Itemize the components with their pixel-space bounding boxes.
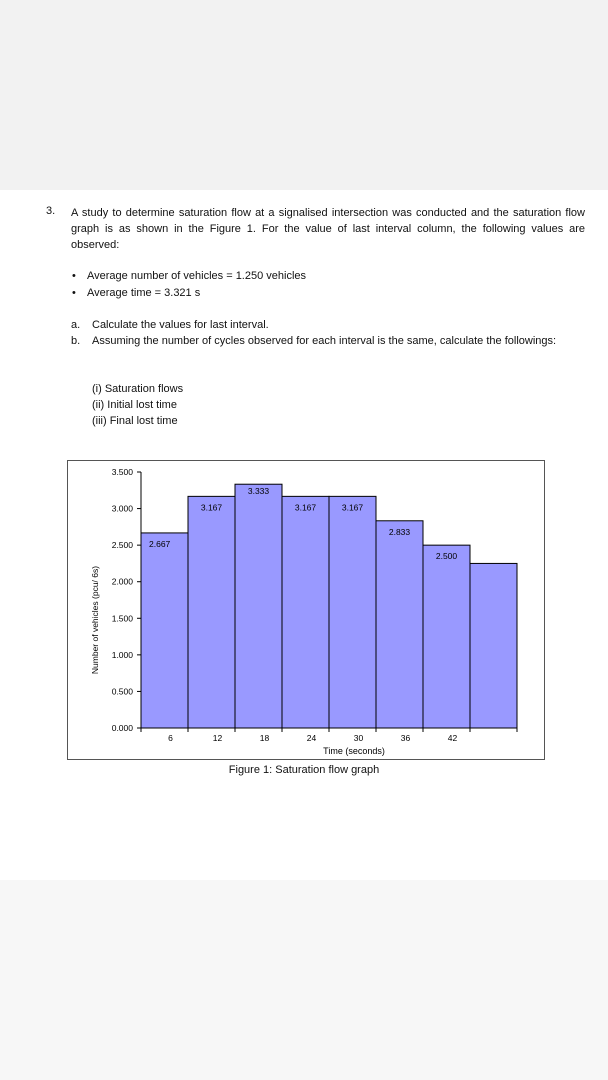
bullet-icon: • [72,270,76,282]
chart-x-tick-label: 36 [400,733,411,743]
given-value: • Average number of vehicles = 1.250 vehicles [72,268,306,285]
bottom-margin [0,880,608,1080]
chart-x-tick-label: 30 [353,733,364,743]
subpart-i: (i) Saturation flows [92,383,184,395]
chart-data-label: 2.833 [388,526,411,537]
chart-bar [141,533,188,728]
chart-bar [235,484,282,728]
chart-data-label: 2.667 [149,538,171,549]
chart-bar [423,545,470,728]
part-b: b. Assuming the number of cycles observed for each interval is the same, calculate the followings: [71,335,557,347]
given-values-list [72,268,306,302]
chart-y-axis-title: Number of vehicles (pcu/ 6s) [90,565,100,675]
chart-y-tick-label: 1.000 [111,649,133,660]
chart-data-label: 3.167 [200,502,223,513]
saturation-flow-chart [67,460,545,760]
bullet-icon: • [72,287,76,299]
question-number: 3. [46,205,56,217]
subpart-iii: (iii) Final lost time [92,415,178,427]
chart-x-tick-label: 12 [212,733,223,743]
chart-data-label: 3.333 [247,486,270,497]
chart-x-tick-label: 18 [259,733,270,743]
chart-bar [329,496,376,728]
chart-y-tick-label: 3.500 [111,467,133,477]
chart-x-axis-title: Time (seconds) [323,746,385,756]
subpart-ii: (ii) Initial lost time [92,399,177,411]
chart-data-label: 3.167 [341,502,364,513]
chart-x-tick-label: 6 [168,733,173,743]
chart-y-tick-label: 0.000 [111,723,133,733]
top-margin [0,0,608,190]
chart-bar [376,521,423,728]
chart-bar [282,496,329,728]
chart-data-label: 3.167 [294,502,317,513]
question-parts [71,317,585,349]
chart-bar [470,563,517,728]
question-text: A study to determine saturation flow at a signalised intersection was conducted and the saturation flow graph is as shown in the Figure 1. For the value of last interval column, the following values are observed: [71,207,585,251]
chart-x-tick-label: 42 [447,733,458,743]
chart-bar [188,496,235,728]
chart-y-tick-label: 2.000 [111,576,133,587]
chart-y-tick-label: 2.500 [111,540,133,551]
chart-y-tick-label: 1.500 [111,613,133,624]
subparts-list [92,381,183,429]
chart-x-tick-label: 24 [306,733,317,743]
figure-caption: Figure 1: Saturation flow graph [228,764,380,776]
chart-data-label: 2.500 [435,551,458,562]
part-a: a. Calculate the values for last interval. [71,319,269,331]
given-value: • Average time = 3.321 s [72,285,306,302]
chart-y-tick-label: 3.000 [111,503,133,514]
chart-y-tick-label: 0.500 [111,686,133,697]
